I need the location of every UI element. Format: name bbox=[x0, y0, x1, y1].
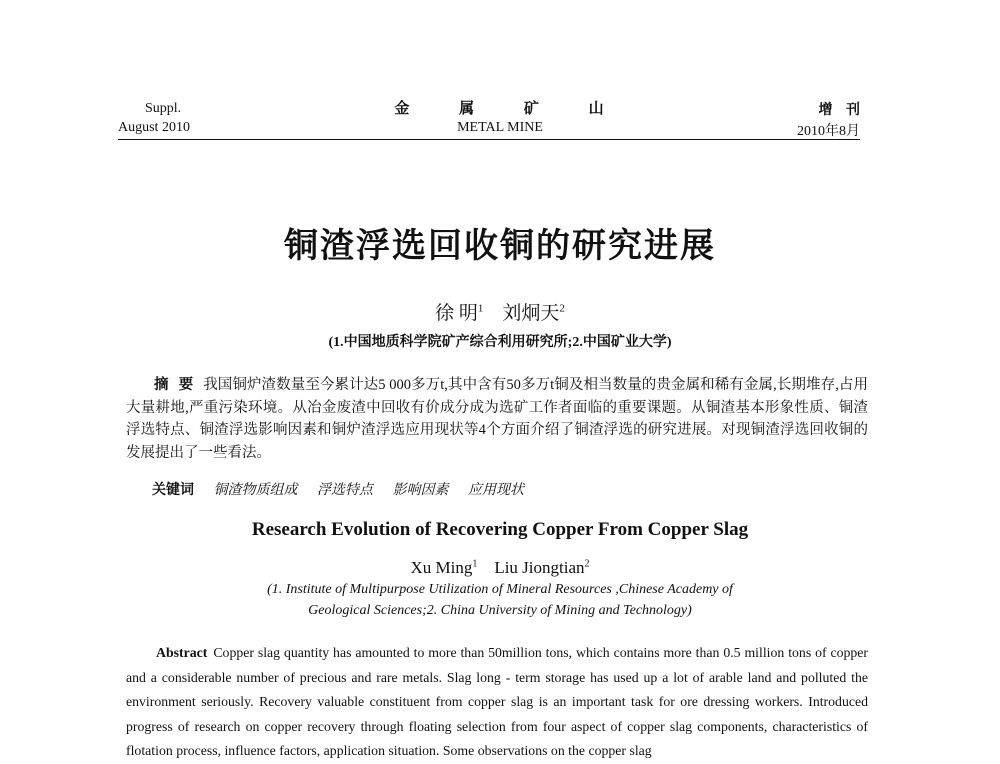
header-rule bbox=[118, 139, 860, 140]
affiliation-en-line1: (1. Institute of Multipurpose Utilization of Mineral Resources ,Chinese Academy of bbox=[267, 582, 733, 597]
author-name: Xu Ming bbox=[410, 558, 473, 577]
abstract-text-en: Copper slag quantity has amounted to more than 50million tons, which contains more than 0.5 million tons of copper and a considerable number of precious and rare metals. Slag long - term storage has used up a lot of arable land and polluted the environment seriously. Recovery valuable constituent from copper slag is an important task for ore dressing workers. Introduced progress of research on copper recovery through floating selection from four aspect of copper slag components, characteristics of flotation process, influence factors, application situation. Some observations on the copper slag bbox=[126, 645, 868, 759]
affiliation-mark: 2 bbox=[584, 558, 590, 570]
keywords-cn bbox=[152, 479, 524, 499]
affiliation-mark: 1 bbox=[477, 302, 484, 315]
affiliation-mark: 1 bbox=[472, 558, 478, 570]
abstract-en bbox=[126, 641, 868, 764]
authors-cn bbox=[0, 298, 1000, 325]
affiliation-mark: 2 bbox=[559, 302, 565, 315]
affiliation-cn: (1.中国地质科学院矿产综合利用研究所;2.中国矿业大学) bbox=[328, 335, 672, 350]
header-issue-date-cn: 2010年8月 bbox=[797, 124, 860, 139]
header-journal-name-en: METAL MINE bbox=[457, 120, 543, 135]
keywords-label-cn: 关键词 bbox=[152, 483, 194, 498]
keyword-item: 浮选特点 bbox=[317, 483, 373, 498]
abstract-text-cn: 我国铜炉渣数量至今累计达5 000多万t,其中含有50多万t铜及相当数量的贵金属和稀有金属,长期堆存,占用大量耕地,严重污染环境。从冶金废渣中回收有价成分成为选矿工作者面临的重要课题。从铜渣基本形象性质、铜渣浮选特点、铜渣浮选影响因素和铜炉渣浮选应用现状等4个方面介绍了铜渣浮选的研究进展。对现铜渣浮选回收铜的发展提出了一些看法。 bbox=[126, 377, 868, 461]
affiliation-en-line2: Geological Sciences;2. China University of Mining and Technology) bbox=[308, 603, 692, 618]
abstract-cn bbox=[126, 374, 868, 464]
abstract-label-en: Abstract bbox=[156, 645, 208, 660]
author-name: Liu Jiongtian bbox=[494, 558, 585, 577]
paper-title-en: Research Evolution of Recovering Copper From Copper Slag bbox=[251, 519, 749, 540]
header-issue-date-en: August 2010 bbox=[118, 120, 190, 135]
paper-title-cn: 铜渣浮选回收铜的研究进展 bbox=[284, 228, 716, 265]
header-journal-name-cn: 金 属 矿 山 bbox=[394, 101, 606, 117]
header-supplement-label: Suppl. bbox=[145, 101, 182, 116]
author-name: 刘炯天 bbox=[502, 303, 560, 324]
abstract-label-cn: 摘要 bbox=[154, 377, 204, 393]
keyword-item: 应用现状 bbox=[468, 483, 524, 498]
keyword-item: 铜渣物质组成 bbox=[213, 483, 298, 498]
authors-en bbox=[0, 558, 1000, 578]
keyword-item: 影响因素 bbox=[392, 483, 449, 498]
header-supplement-label-cn: 增 刊 bbox=[818, 103, 860, 118]
author-name: 徐 明 bbox=[435, 303, 478, 324]
